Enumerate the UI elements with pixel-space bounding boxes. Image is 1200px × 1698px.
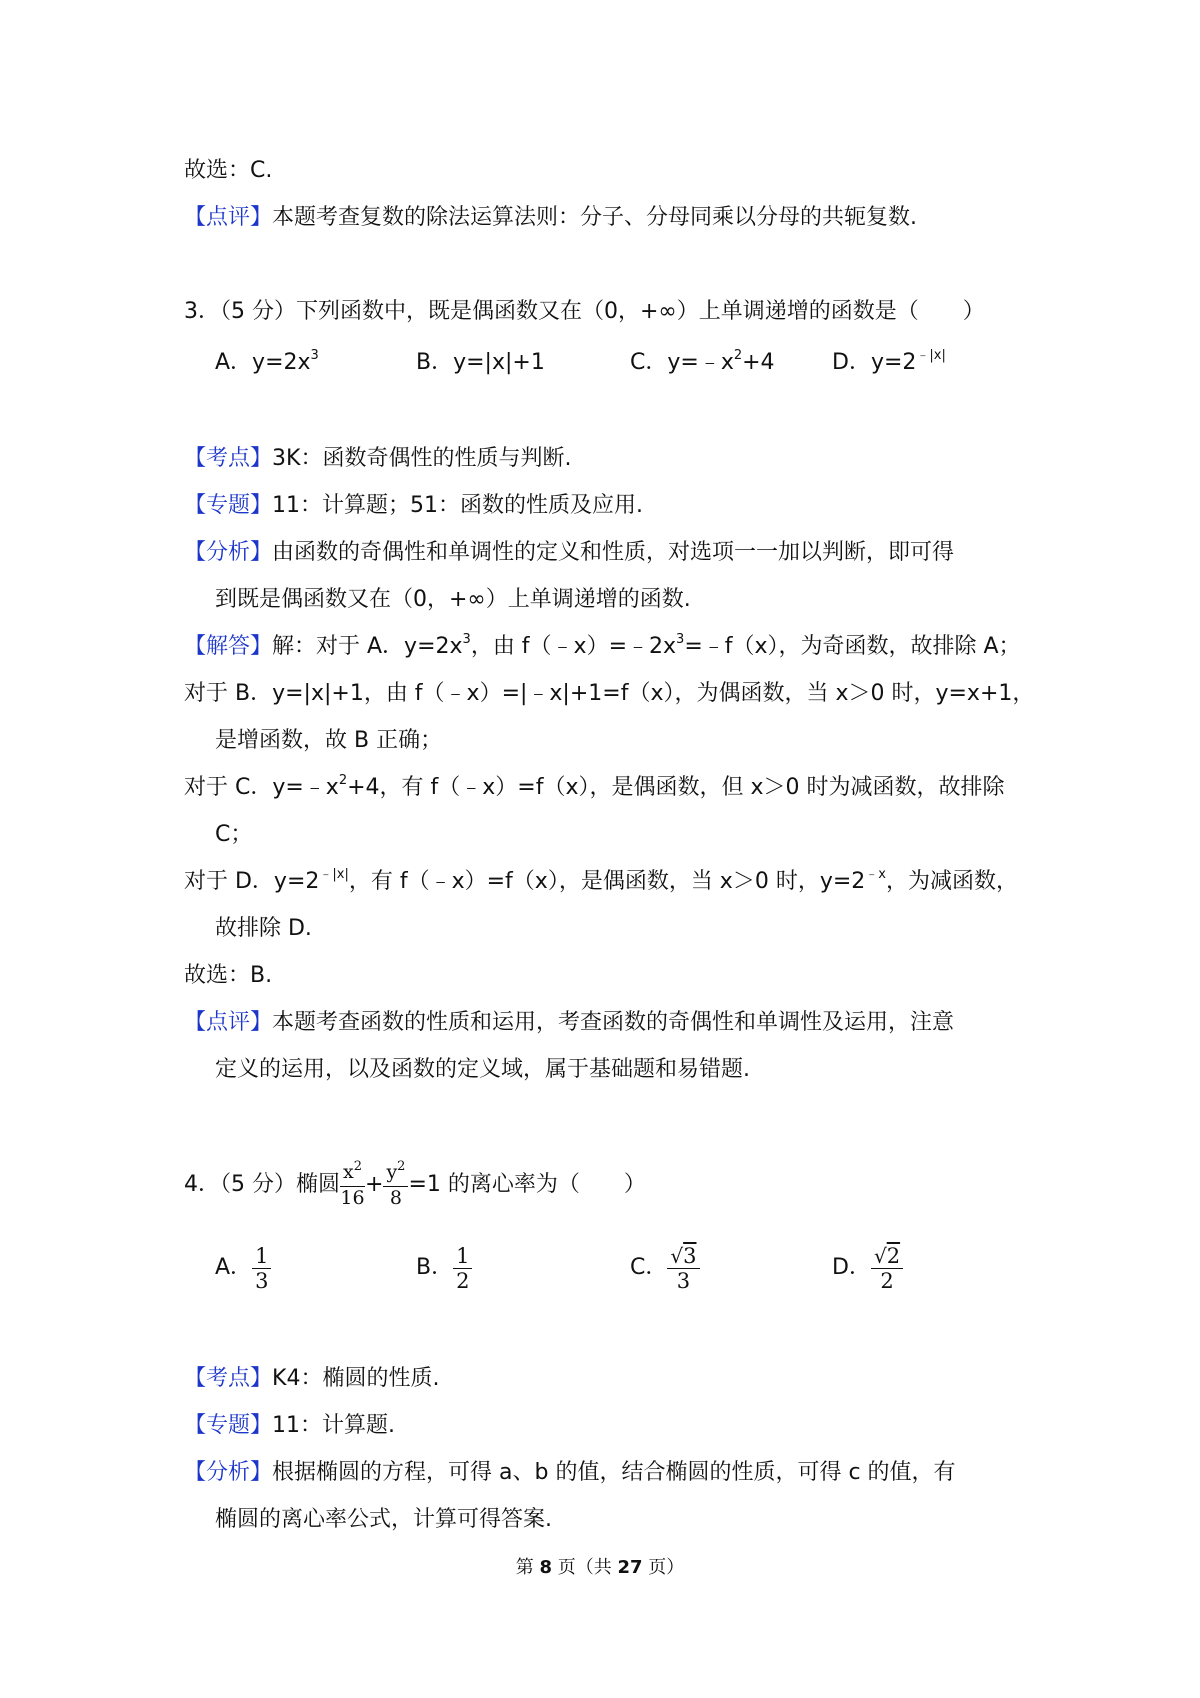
q3-topic: 【专题】11：计算题；51：函数的性质及应用. <box>184 493 643 518</box>
fraction-y2-over-8: $\frac{y^2}{8}$ <box>383 1161 408 1209</box>
q4-analysis-cont: 椭圆的离心率公式，计算可得答案. <box>215 1507 552 1532</box>
previous-review <box>184 204 917 232</box>
q3-review-cont: 定义的运用，以及函数的定义域，属于基础题和易错题. <box>215 1057 750 1082</box>
fraction-sqrt2-2: $\frac{√2}{2}$ <box>871 1244 903 1293</box>
q4-analysis: 【分析】根据椭圆的方程，可得 a、b 的值，结合椭圆的性质，可得 c 的值，有 <box>184 1460 956 1485</box>
fraction-1-2: $\frac{1}{2}$ <box>453 1244 472 1293</box>
review-text: 本题考查复数的除法运算法则：分子、分母同乘以分母的共轭复数. <box>272 205 918 230</box>
page-number: 8 <box>539 1557 552 1578</box>
q3-option-d: D．$y=2^{﹣|x|}$ <box>832 348 946 375</box>
fraction-x2-over-16: $\frac{x^2}{16}$ <box>340 1159 365 1209</box>
q3-solution-c: 对于 C．$y=﹣x^2+4$，有 f（﹣x）=f（x），是偶函数，但 x＞0 时为减函数，故排除 <box>184 773 1005 800</box>
q3-option-b: B．y=|x|+1 <box>416 350 545 375</box>
q4-topic: 【专题】11：计算题. <box>184 1413 396 1438</box>
q3-solution-b: 对于 B．y=|x|+1，由 f（﹣x）=|﹣x|+1=f（x），为偶函数，当 x＞0 时，y=x+1， <box>184 681 1035 706</box>
q3-answer: 故选：B. <box>184 963 273 988</box>
q3-knowledge-point: 【考点】3K：函数奇偶性的性质与判断. <box>184 446 572 471</box>
fraction-1-3: $\frac{1}{3}$ <box>252 1244 271 1293</box>
previous-answer: 故选：C. <box>184 158 273 183</box>
q4-option-b: B． $\frac{1}{2}$ <box>416 1240 472 1296</box>
q4-option-d: D． $\frac{√2}{2}$ <box>832 1240 903 1296</box>
q4-knowledge-point: 【考点】K4：椭圆的性质. <box>184 1366 440 1391</box>
q3-option-a: A．$y=2x^3$ <box>215 348 319 375</box>
page-total: 27 <box>617 1557 643 1578</box>
q3-solution-b-cont: 是增函数，故 B 正确； <box>215 728 443 753</box>
q3-analysis-cont: 到既是偶函数又在（0，+∞）上单调递增的函数. <box>215 587 691 612</box>
review-tag: 【点评】 <box>184 205 273 230</box>
question-4-stem: 4．（5 分）椭圆 $\frac{x^2}{16}$ + $\frac{y^2}{8}$ =1 的离心率为（ ） <box>184 1159 646 1209</box>
fraction-sqrt3-3: $\frac{√3}{3}$ <box>667 1244 699 1293</box>
q4-option-a: A． $\frac{1}{3}$ <box>215 1240 271 1296</box>
q3-solution: 【解答】解：对于 A．$y=2x^3$，由 $f(﹣x)=﹣2x^3=﹣f(x)$，为奇函数，故排除 A； <box>184 632 1021 659</box>
q3-solution-d: 对于 D．$y=2^{﹣|x|}$，有 f（﹣x）=f（x），是偶函数，当 x＞0 时，$y=2^{﹣x}$，为减函数， <box>184 867 1018 894</box>
q4-option-c: C． $\frac{√3}{3}$ <box>630 1240 700 1296</box>
question-3-stem: 3．（5 分）下列函数中，既是偶函数又在（0，+∞）上单调递增的函数是（ ） <box>184 299 985 324</box>
page-footer: 第 8 页（共 27 页） <box>515 1557 685 1578</box>
q3-solution-c-cont: C； <box>215 822 253 847</box>
q3-solution-d-cont: 故排除 D. <box>215 916 312 941</box>
q3-analysis: 【分析】由函数的奇偶性和单调性的定义和性质，对选项一一加以判断，即可得 <box>184 540 955 565</box>
q3-review: 【点评】本题考查函数的性质和运用，考查函数的奇偶性和单调性及运用，注意 <box>184 1010 955 1035</box>
q3-option-c: C．$y=﹣x^2+4$ <box>630 348 775 375</box>
